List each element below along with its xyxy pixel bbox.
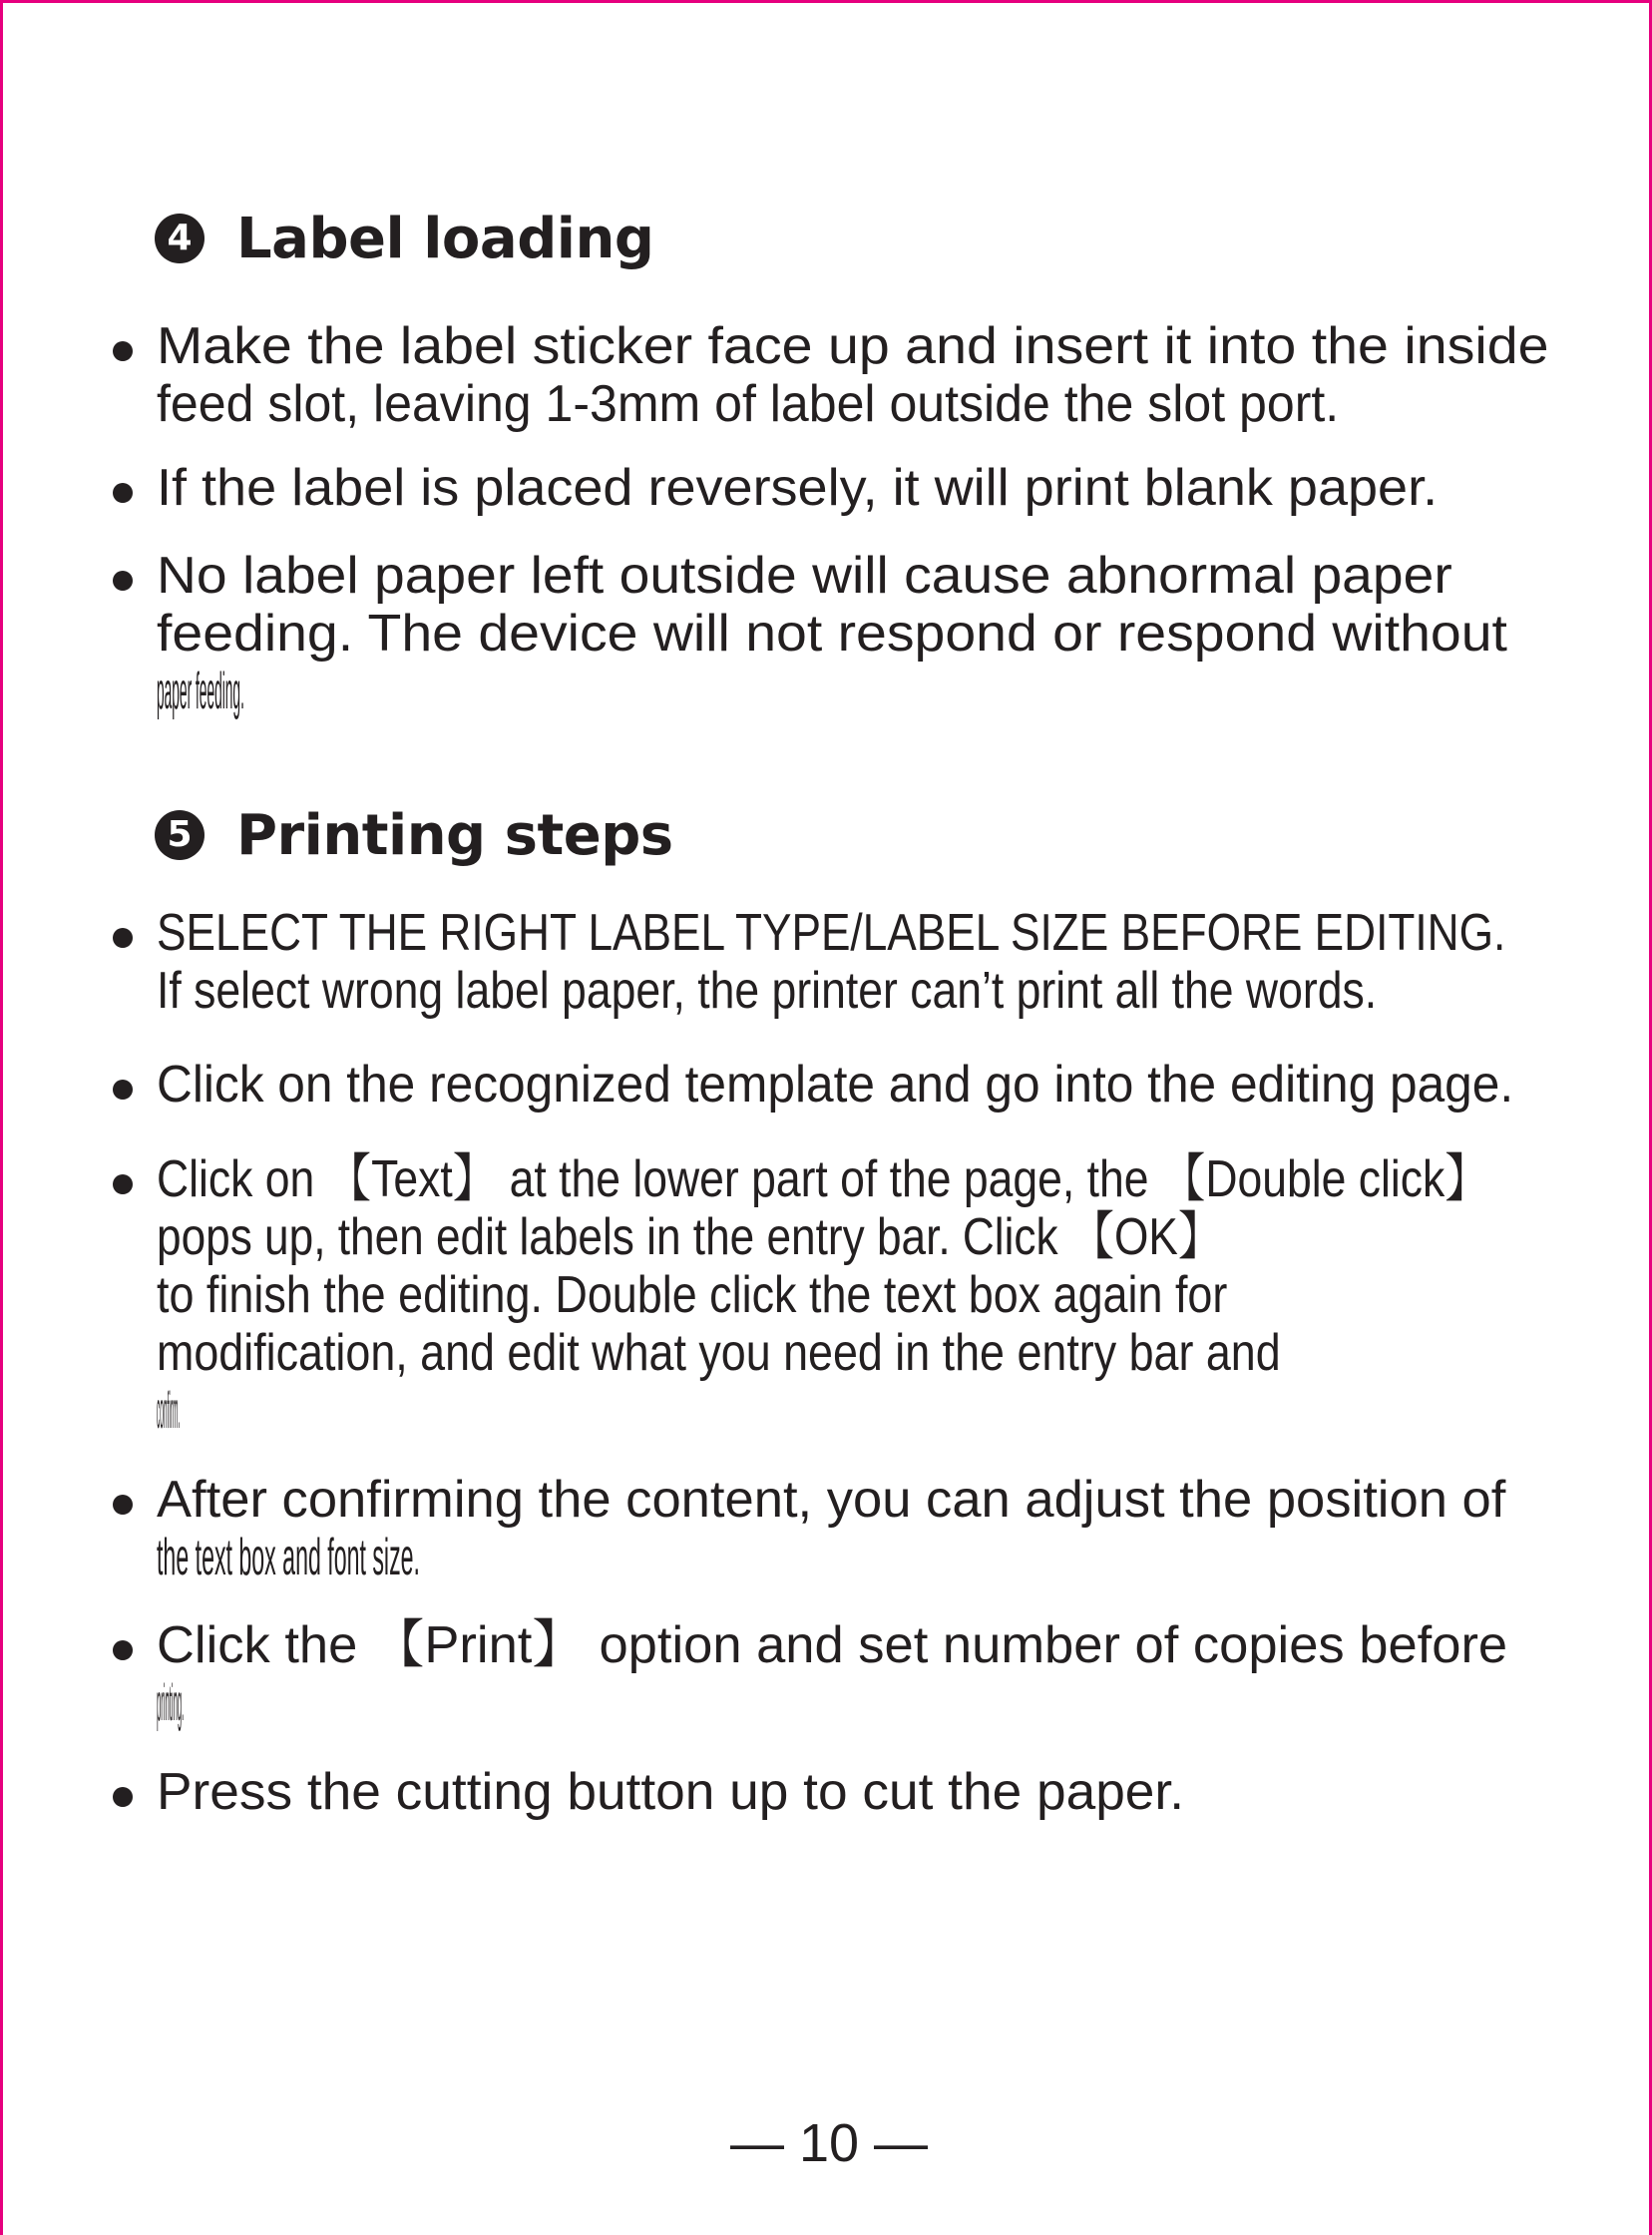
section-number-badge: 4 xyxy=(155,214,205,263)
bullet-icon xyxy=(113,1787,133,1807)
list-item-line: the text box and font size. xyxy=(157,1529,420,1586)
list-item-line: If select wrong label paper, the printer can’t print all the words. xyxy=(157,962,1378,1020)
list-item-line: No label paper left outside will cause abnormal paper xyxy=(157,547,1452,605)
section-title: Printing steps xyxy=(236,802,673,868)
list-item-line: paper feeding. xyxy=(157,663,244,720)
list-item-line: SELECT THE RIGHT LABEL TYPE/LABEL SIZE BEFORE EDITING. xyxy=(157,904,1506,962)
page-number: — 10 — xyxy=(729,2113,929,2173)
bullet-icon xyxy=(113,483,133,503)
section-number-badge: 5 xyxy=(155,810,205,860)
list-item-line: feed slot, leaving 1-3mm of label outside the slot port. xyxy=(157,375,1340,433)
list-item-line: confirm. xyxy=(157,1382,181,1440)
list-item-line: Click on 【Text】 at the lower part of the page, the 【Double click】 xyxy=(157,1150,1489,1208)
section-heading-printing-steps xyxy=(155,795,673,875)
list-item-line: Press the cutting button up to cut the paper. xyxy=(157,1763,1185,1821)
list-item-line: printing. xyxy=(157,1674,185,1732)
bullet-icon xyxy=(113,1080,133,1100)
list-item-line: Make the label sticker face up and insert it into the inside xyxy=(157,317,1549,375)
list-item-line: to finish the editing. Double click the text box again for xyxy=(157,1266,1228,1324)
bullet-icon xyxy=(113,1640,133,1660)
list-item-line: Click on the recognized template and go into the editing page. xyxy=(157,1056,1514,1114)
list-item-line: If the label is placed reversely, it will print blank paper. xyxy=(157,459,1439,517)
bullet-icon xyxy=(113,571,133,591)
section-title: Label loading xyxy=(236,206,654,271)
list-item-line: pops up, then edit labels in the entry bar. Click 【OK】 xyxy=(157,1208,1223,1266)
bullet-icon xyxy=(113,1495,133,1515)
bullet-icon xyxy=(113,341,133,361)
bullet-icon xyxy=(113,928,133,948)
section-heading-label-loading xyxy=(155,199,653,278)
list-item-line: After confirming the content, you can adjust the position of xyxy=(157,1471,1506,1529)
list-item-line: modification, and edit what you need in the entry bar and xyxy=(157,1324,1281,1382)
list-item-line: Click the 【Print】 option and set number of copies before xyxy=(157,1616,1508,1674)
bullet-icon xyxy=(113,1174,133,1194)
list-item-line: feeding. The device will not respond or respond without xyxy=(157,605,1507,663)
